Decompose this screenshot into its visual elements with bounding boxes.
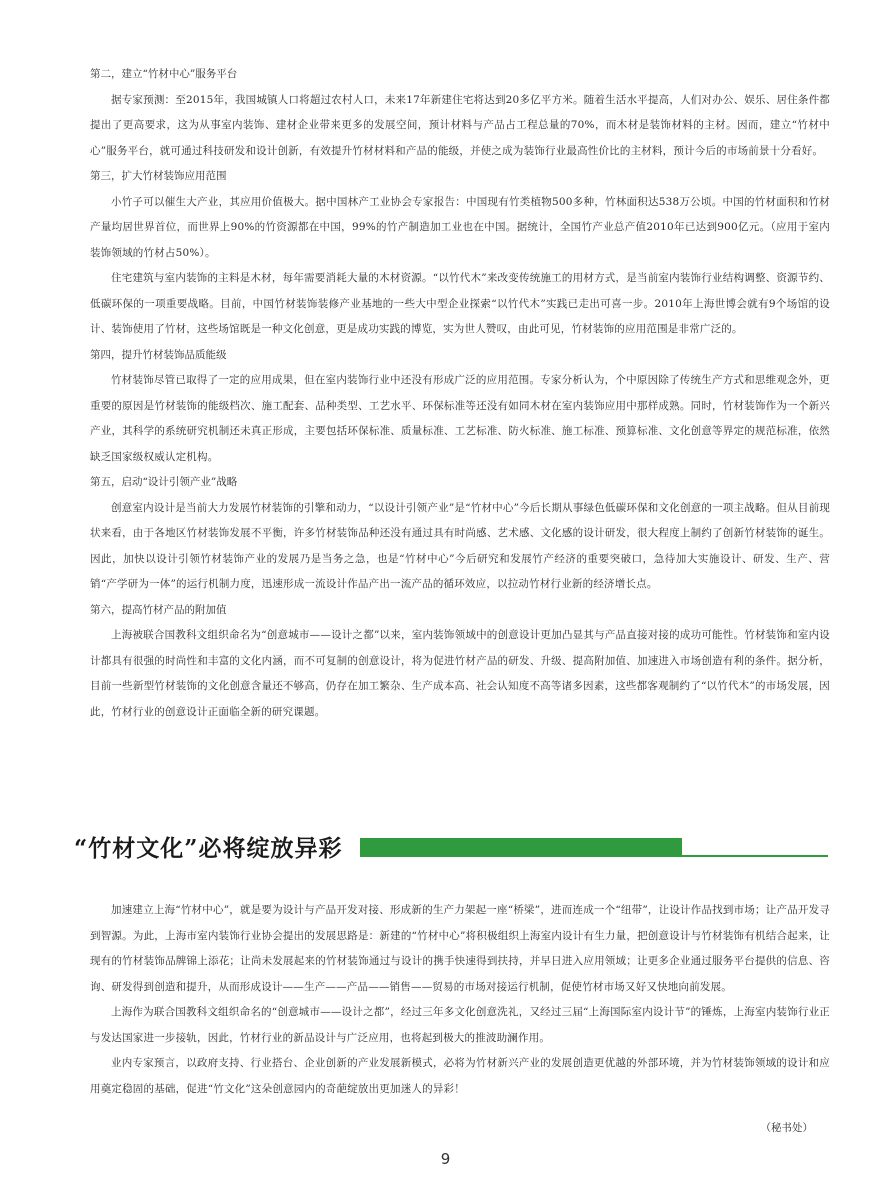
title-accent-line bbox=[682, 855, 828, 857]
section-paragraph: 上海被联合国教科文组织命名为“创意城市——设计之都”以来，室内装饰领域中的创意设计更加凸显其与产品直接对接的成功可能性。竹材装饰和室内设计都具有很强的时尚性和丰富的文化内涵，而不可复制的创意设计，将为促进竹材产品的研发、升级、提高附加值、加速进入市场创造有利的条件。据分析，目前一些新型竹材装饰的文化创意含量还不够高，仍存在加工繁杂、生产成本高、社会认知度不高等诸多因素，这些都客观制约了“以竹代木”的市场发展，因此，竹材行业的创意设计正面临全新的研究课题。 bbox=[90, 629, 830, 718]
section-heading-5: 第五，启动“设计引领产业”战略 bbox=[90, 476, 238, 488]
author-signature: （秘书处） bbox=[760, 1122, 813, 1134]
section-heading-2: 第二，建立“竹材中心”服务平台 bbox=[90, 68, 238, 80]
closing-paragraph: 加速建立上海“竹材中心”，就是要为设计与产品开发对接、形成新的生产力架起一座“桥梁”，进而连成一个“纽带”，让设计作品找到市场；让产品开发寻到智源。为此，上海市室内装饰行业协会提出的发展思路是：新建的“竹材中心”将积极组织上海室内设计有生力量，把创意设计与竹材装饰有机结合起来，让现有的竹材装饰品牌锦上添花；让尚未发展起来的竹材装饰通过与设计的携手快速得到扶持，并早日进入应用领域；让更多企业通过服务平台提供的信息、咨询、研发得到创造和提升，从而形成设计——生产——产品——销售——贸易的市场对接运行机制，促使竹材市场又好又快地向前发展。 bbox=[90, 904, 830, 993]
upper-article bbox=[90, 62, 830, 725]
section-paragraph: 竹材装饰尽管已取得了一定的应用成果，但在室内装饰行业中还没有形成广泛的应用范围。专家分析认为，个中原因除了传统生产方式和思维观念外，更重要的原因是竹材装饰的能级档次、施工配套、品种类型、工艺水平、环保标准等还没有如同木材在室内装饰应用中那样成熟。同时，竹材装饰作为一个新兴产业，其科学的系统研究机制还未真正形成，主要包括环保标准、质量标准、工艺标准、防火标准、施工标准、预算标准、文化创意等界定的规范标准，依然缺乏国家级权威认定机构。 bbox=[90, 374, 830, 463]
title-accent-bar bbox=[360, 838, 682, 857]
closing-paragraph: 业内专家预言，以政府支持、行业搭台、企业创新的产业发展新模式，必将为竹材新兴产业的发展创造更优越的外部环境，并为竹材装饰领域的设计和应用奠定稳固的基础，促进“竹文化”这朵创意园内的奇葩绽放出更加迷人的异彩！ bbox=[90, 1057, 830, 1095]
section-paragraph: 创意室内设计是当前大力发展竹材装饰的引擎和动力，“以设计引领产业”是“竹材中心”今后长期从事绿色低碳环保和文化创意的一项主战略。但从目前现状来看，由于各地区竹材装饰发展不平衡，许多竹材装饰品种还没有通过具有时尚感、艺术感、文化感的设计研发，很大程度上制约了创新竹材装饰的诞生。因此，加快以设计引领竹材装饰产业的发展乃是当务之急，也是“竹材中心”今后研究和发展竹产经济的重要突破口，急待加大实施设计、研发、生产、营销“产学研为一体”的运行机制力度，迅速形成一流设计作品产出一流产品的循环效应，以拉动竹材行业新的经济增长点。 bbox=[90, 501, 830, 590]
page-number: 9 bbox=[440, 1150, 451, 1168]
section-paragraph: 住宅建筑与室内装饰的主料是木材，每年需要消耗大量的木材资源。“以竹代木”来改变传统施工的用材方式，是当前室内装饰行业结构调整、资源节约、低碳环保的一项重要战略。目前，中国竹材装饰装修产业基地的一些大中型企业探索“以竹代木”实践已走出可喜一步。2010年上海世博会就有9个场馆的设计、装饰使用了竹材，这些场馆既是一种文化创意，更是成功实践的博览，实为世人赞叹，由此可见，竹材装饰的应用范围是非常广泛的。 bbox=[90, 272, 830, 335]
section-paragraph: 据专家预测：至2015年，我国城镇人口将超过农村人口，未来17年新建住宅将达到20多亿平方米。随着生活水平提高，人们对办公、娱乐、居住条件都提出了更高要求，这为从事室内装饰、建材企业带来更多的发展空间，预计材料与产品占工程总量的70%，而木材是装饰材料的主材。因而，建立“竹材中心”服务平台，就可通过科技研发和设计创新，有效提升竹材材料和产品的能级，并使之成为装饰行业最高性价比的主材料，预计今后的市场前景十分看好。 bbox=[90, 93, 830, 157]
section-heading-3: 第三，扩大竹材装饰应用范围 bbox=[90, 170, 227, 182]
section-paragraph: 小竹子可以催生大产业，其应用价值极大。据中国林产工业协会专家报告：中国现有竹类植物500多种，竹林面积达538万公顷。中国的竹材面积和竹材产量均居世界首位，而世界上90%的竹资源都在中国，99%的竹产制造加工业也在中国。据统计，全国竹产业总产值2010年已达到900亿元。（应用于室内装饰领域的竹材占50%）。 bbox=[90, 195, 830, 259]
section-heading-6: 第六，提高竹材产品的附加值 bbox=[90, 603, 227, 616]
section-heading-4: 第四，提升竹材装饰品质能级 bbox=[90, 348, 227, 361]
closing-paragraph: 上海作为联合国教科文组织命名的“创意城市——设计之都”，经过三年多文化创意洗礼，又经过三届“上海国际室内设计节”的锤炼，上海室内装饰行业正与发达国家进一步接轨，因此，竹材行业的新品设计与广泛应用，也将起到极大的推波助澜作用。 bbox=[90, 1006, 830, 1044]
closing-article bbox=[90, 898, 830, 1102]
section-title: “竹材文化”必将绽放异彩 bbox=[74, 835, 343, 862]
